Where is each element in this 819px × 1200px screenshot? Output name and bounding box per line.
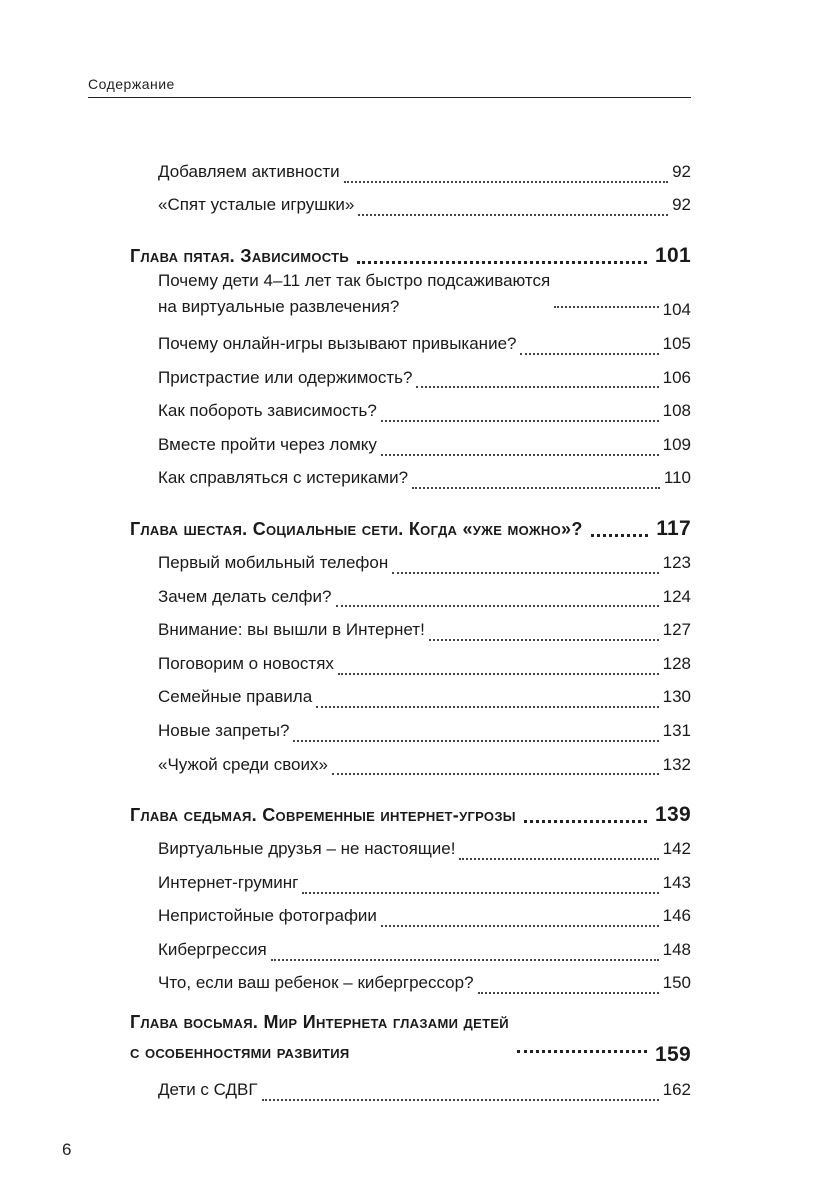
dot-leader: [591, 534, 649, 537]
chapter-page: 159: [655, 1043, 691, 1067]
toc-entry-page: 109: [662, 434, 691, 454]
toc-entry-title: «Спят усталые игрушки»: [158, 195, 355, 215]
toc-entry-page: 162: [662, 1080, 691, 1100]
toc-entry-page: 148: [662, 939, 691, 959]
chapter-title-line1: Глава восьмая. Мир Интернета глазами детей: [130, 1012, 509, 1033]
header-rule: [88, 97, 691, 98]
dot-leader: [520, 353, 658, 355]
toc-entry[interactable]: [158, 361, 691, 395]
toc-entry-title: Зачем делать селфи?: [158, 586, 332, 606]
toc-entry-title: Виртуальные друзья – не настоящие!: [158, 839, 456, 859]
toc-entry-title: Как побороть зависимость?: [158, 401, 377, 421]
toc-entry-title: Новые запреты?: [158, 720, 290, 740]
chapter-title: [130, 1007, 509, 1067]
toc-entry[interactable]: [158, 1073, 691, 1107]
toc-entry-title: Добавляем активности: [158, 161, 340, 181]
dot-leader: [412, 487, 660, 489]
toc-entry-title: Дети с СДВГ: [158, 1080, 258, 1100]
dot-leader: [271, 959, 659, 961]
toc-entry-title: [158, 268, 550, 320]
toc-entry-page: 131: [662, 720, 691, 740]
toc-entry-page: 150: [662, 973, 691, 993]
toc-chapter-8[interactable]: [130, 1012, 691, 1073]
toc-entry-page: 110: [663, 468, 691, 488]
toc-entry-title: Интернет-груминг: [158, 872, 299, 892]
dot-leader: [344, 181, 668, 183]
dot-leader: [381, 454, 659, 456]
toc-chapter-7[interactable]: [130, 798, 691, 832]
toc-entry-title: «Чужой среди своих»: [158, 754, 328, 774]
toc-entry[interactable]: [158, 189, 691, 223]
dot-leader: [517, 1050, 647, 1053]
toc-entry-title: Вместе пройти через ломку: [158, 434, 377, 454]
toc-entry-page: 105: [662, 333, 691, 353]
toc-entry-page: 92: [672, 195, 691, 215]
toc-entry-title: Что, если ваш ребенок – кибергрессор?: [158, 973, 474, 993]
dot-leader: [302, 892, 658, 894]
toc-entry[interactable]: [158, 866, 691, 900]
toc-entry-page: 146: [662, 906, 691, 926]
toc-entry[interactable]: [158, 462, 691, 496]
toc-entry[interactable]: [158, 428, 691, 462]
toc-entry[interactable]: [158, 714, 691, 748]
chapter-title: Глава шестая. Социальные сети. Когда «уже можно»?: [130, 518, 583, 539]
toc-entry-title: Непристойные фотографии: [158, 906, 377, 926]
toc-entry[interactable]: [158, 327, 691, 361]
toc-entry[interactable]: [158, 832, 691, 866]
toc-entry-title: Семейные правила: [158, 687, 313, 707]
dot-leader: [459, 858, 658, 860]
toc-entry[interactable]: [158, 580, 691, 614]
dot-leader: [338, 673, 659, 675]
running-head: Содержание: [88, 76, 175, 92]
dot-leader: [392, 572, 658, 574]
dot-leader: [524, 820, 647, 823]
chapter-page: 101: [655, 244, 691, 268]
toc-entry[interactable]: [158, 748, 691, 782]
toc-entry[interactable]: [158, 681, 691, 715]
dot-leader: [416, 386, 658, 388]
dot-leader: [262, 1099, 659, 1101]
toc-entry-title: Как справляться с истериками?: [158, 468, 409, 488]
toc-entry-page: 143: [662, 872, 691, 892]
chapter-page: 117: [656, 517, 691, 541]
table-of-contents: [130, 155, 691, 1107]
dot-leader: [381, 420, 659, 422]
dot-leader: [554, 306, 658, 308]
toc-entry[interactable]: [158, 394, 691, 428]
dot-leader: [332, 773, 659, 775]
toc-entry-title-line1: Почему дети 4–11 лет так быстро подсаживаются: [158, 271, 551, 291]
dot-leader: [316, 706, 658, 708]
toc-entry-page: 108: [662, 401, 691, 421]
chapter-title: Глава седьмая. Современные интернет-угрозы: [130, 804, 516, 825]
toc-entry-page: 142: [662, 839, 691, 859]
toc-entry[interactable]: [158, 900, 691, 934]
toc-entry-page: 128: [662, 653, 691, 673]
toc-entry[interactable]: [158, 546, 691, 580]
toc-entry-page: 124: [662, 586, 691, 606]
toc-entry-page: 104: [662, 300, 691, 320]
dot-leader: [293, 740, 658, 742]
dot-leader: [478, 992, 659, 994]
chapter-title: Глава пятая. Зависимость: [130, 245, 350, 266]
toc-entry[interactable]: [158, 273, 691, 327]
toc-entry-title: Почему онлайн-игры вызывают привыкание?: [158, 333, 517, 353]
dot-leader: [358, 214, 668, 216]
toc-entry-title: Первый мобильный телефон: [158, 552, 389, 572]
dot-leader: [429, 639, 659, 641]
chapter-title-line2: с особенностями развития: [130, 1042, 350, 1063]
toc-entry-title: Пристрастие или одержимость?: [158, 367, 413, 387]
toc-entry-page: 92: [672, 161, 691, 181]
dot-leader: [336, 605, 659, 607]
toc-entry-page: 123: [662, 552, 691, 572]
toc-entry[interactable]: [158, 647, 691, 681]
toc-entry-page: 132: [662, 754, 691, 774]
toc-entry-title: Поговорим о новостях: [158, 653, 334, 673]
toc-entry[interactable]: [158, 967, 691, 1001]
toc-entry-page: 130: [662, 687, 691, 707]
toc-entry-page: 127: [662, 620, 691, 640]
toc-entry-page: 106: [662, 367, 691, 387]
toc-entry[interactable]: [158, 613, 691, 647]
toc-entry-title: Кибергрессия: [158, 939, 267, 959]
toc-entry-title: Внимание: вы вышли в Интернет!: [158, 620, 425, 640]
dot-leader: [357, 261, 647, 264]
toc-entry[interactable]: [158, 155, 691, 189]
chapter-page: 139: [655, 803, 691, 827]
dot-leader: [381, 925, 659, 927]
toc-entry[interactable]: [158, 933, 691, 967]
page-number: 6: [62, 1140, 72, 1159]
toc-chapter-6[interactable]: [130, 512, 691, 546]
toc-entry-title-line2: на виртуальные развлечения?: [158, 297, 400, 317]
